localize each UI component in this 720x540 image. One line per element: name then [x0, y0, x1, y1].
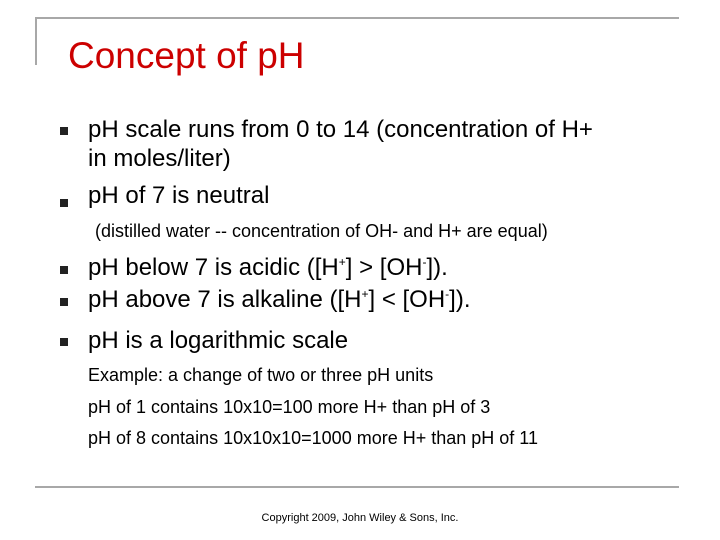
example-intro: Example: a change of two or three pH units — [88, 365, 434, 385]
bullet-marker — [60, 338, 68, 346]
bullet-marker — [60, 298, 68, 306]
slide-title: Concept of pH — [68, 35, 305, 76]
slide-frame-top-rule — [35, 17, 679, 19]
slide-frame-bottom-rule — [35, 486, 679, 488]
example-line: pH of 1 contains 10x10=100 more H+ than pH of 3 — [88, 397, 491, 417]
bullet-acidic — [88, 254, 448, 282]
bullet-ph-scale-line1: pH scale runs from 0 to 14 (concentration of H+ — [88, 116, 593, 143]
example-line: pH of 8 contains 10x10x10=1000 more H+ than pH of 11 — [88, 428, 538, 448]
bullet-ph-scale-line2: in moles/liter) — [88, 145, 231, 172]
bullet-neutral: pH of 7 is neutral — [88, 182, 270, 209]
copyright-footer: Copyright 2009, John Wiley & Sons, Inc. — [261, 512, 459, 524]
alkaline-text-pre: pH above 7 is alkaline ([H — [88, 286, 362, 313]
alkaline-text-post: ]). — [449, 286, 471, 313]
bullet-marker — [60, 127, 68, 135]
acidic-text-mid: ] > [OH — [345, 254, 423, 281]
alkaline-sup-minus: - — [445, 287, 450, 301]
acidic-sup-plus: + — [338, 255, 346, 269]
bullet-logarithmic: pH is a logarithmic scale — [88, 327, 349, 354]
acidic-text-post: ]). — [426, 254, 448, 281]
neutral-note: (distilled water -- concentration of OH- and H+ are equal) — [95, 221, 548, 241]
bullet-marker — [60, 199, 68, 207]
bullet-alkaline — [88, 286, 471, 314]
acidic-sup-minus: - — [422, 255, 427, 269]
bullet-marker — [60, 266, 68, 274]
alkaline-text-mid: ] < [OH — [368, 286, 446, 313]
slide-frame-left-rule — [35, 17, 37, 65]
alkaline-sup-plus: + — [361, 287, 369, 301]
acidic-text-pre: pH below 7 is acidic ([H — [88, 254, 339, 281]
